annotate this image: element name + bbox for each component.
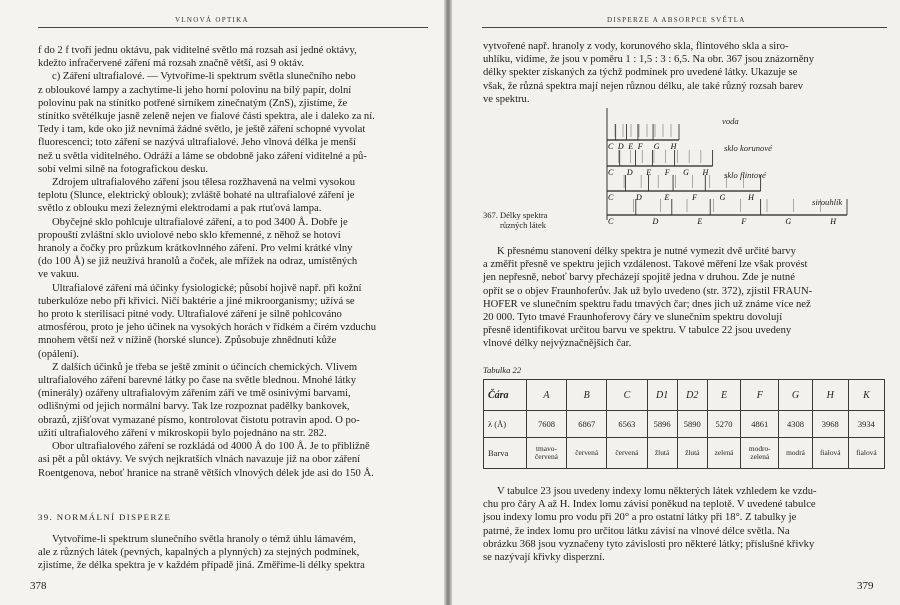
text-line: patrné, že index lomu pro určitou látku závisí na vlnové délce světla. Na bbox=[483, 525, 790, 537]
table-cell: tmavo- červená bbox=[526, 438, 566, 469]
book-gutter bbox=[444, 0, 452, 605]
spectrum-letters: CDEF G H bbox=[608, 142, 677, 151]
text-line: opřít se o objev Fraunhoferův. Jak už bylo uvedeno (str. 372), zjistil FRAUN- bbox=[483, 285, 813, 297]
text-line: chu pro čáry A až H. Index lomu závisí poněkud na teplotě. V uvedené tabulce bbox=[483, 499, 816, 511]
table-cell: 6563 bbox=[607, 411, 647, 438]
spectrum-length-figure bbox=[577, 108, 857, 233]
table-header-cell: D1 bbox=[647, 380, 677, 411]
text-line: Roentgenova, neboť hranice na straně větších vlnových délek jde asi do 150 Å. bbox=[38, 467, 374, 479]
section-heading: 39. NORMÁLNÍ DISPERZE bbox=[38, 512, 172, 522]
table-cell: 4308 bbox=[779, 411, 812, 438]
text-line: než u světla viditelného. Odráží a láme se obdobně jako záření viditelné a pů- bbox=[38, 150, 367, 162]
table-header-cell: H bbox=[812, 380, 848, 411]
text-line: odlišnými od jejich normální barvy. Tak lze rozpoznat padělky bankovek, bbox=[38, 401, 350, 413]
table-cell: 3934 bbox=[848, 411, 884, 438]
text-line: délky spekter získaných za týchž podmínek pro uvedené látky. Ukazuje se bbox=[483, 67, 798, 79]
table-cell: červená bbox=[567, 438, 607, 469]
table-cell: červená bbox=[607, 438, 647, 469]
table-header-cell: G bbox=[779, 380, 812, 411]
text-line: atmosférou, proto je jeho účinek na vysokých horách v řídkém a čirém vzduchu bbox=[38, 322, 377, 334]
table-row bbox=[484, 411, 885, 438]
text-line: (minerály) ozářeny ultrafialovým zářením září ve tmě osinivými barvami, bbox=[38, 388, 351, 400]
page-number-left: 378 bbox=[30, 580, 47, 592]
text-line: tuberkulóze nebo při křivici. Ničí baktérie a jiné mikroorganismy; užívá se bbox=[38, 295, 355, 307]
table-header-cell: A bbox=[526, 380, 566, 411]
table-header-cell: C bbox=[607, 380, 647, 411]
table-cell: 7608 bbox=[526, 411, 566, 438]
label-sklo-flintove: sklo flintové bbox=[724, 170, 766, 180]
spectrum-letters: C D E F G H bbox=[608, 193, 754, 202]
table-cell: 6867 bbox=[567, 411, 607, 438]
text-line: polovinu pak na stínítko potřené sirníkem zinečnatým (ZnS), zjistíme, že bbox=[38, 97, 348, 109]
table-cell: 5896 bbox=[647, 411, 677, 438]
running-head-right: DISPERZE A ABSORPCE SVĚTLA bbox=[607, 16, 746, 24]
text-line: hranoly a čočky pro průzkum krátkovlnného záření. Pro velmi krátké vlny bbox=[38, 243, 353, 255]
table-label: Tabulka 22 bbox=[483, 365, 522, 375]
header-rule-right bbox=[482, 27, 887, 28]
text-line: V tabulce 23 jsou uvedeny indexy lomu některých látek vzhledem ke vzdu- bbox=[497, 486, 817, 497]
table-row bbox=[484, 438, 885, 469]
left-body-text-2 bbox=[38, 533, 428, 573]
text-line: kdežto infračervené záření má rozsah značně větší, asi 9 oktáv. bbox=[38, 58, 305, 70]
text-line: a změřit přesně ve spektru jejich vzdálenost. Takové měření lze však provést bbox=[483, 259, 808, 271]
text-line: uhlíku, vidíme, že jsou v poměru 1 : 1,5 : 3 : 6,5. Na obr. 367 jsou znázorněny bbox=[483, 54, 815, 66]
right-body-text-mid bbox=[483, 245, 885, 351]
text-line: HOFER ve slunečním spektru řadu tmavých čar; dnes jich už známe více než bbox=[483, 298, 811, 310]
table-cell: fialová bbox=[812, 438, 848, 469]
text-line: se nazývají křivky disperzní. bbox=[483, 552, 605, 564]
text-line: Vytvoříme-li spektrum slunečního světla hranoly o témž úhlu lámavém, bbox=[52, 534, 356, 545]
text-line: Obyčejné sklo pohlcuje ultrafialové záření, a to pod 3400 Å. Dobře je bbox=[52, 216, 348, 228]
table-cell: fialová bbox=[848, 438, 884, 469]
text-line: propouští zvláštní sklo uviolové nebo sklo křemenné, z něhož se hotoví bbox=[38, 229, 341, 241]
fraunhofer-lines-table bbox=[483, 379, 885, 469]
table-cell: zelená bbox=[707, 438, 740, 469]
spectrum-letters: C D E F G H bbox=[608, 217, 836, 226]
text-line: sobí velmi silně na fotografickou desku. bbox=[38, 163, 209, 175]
text-line: ale z různých látek (pevných, kapalných a plynných) za stejných podmínek, bbox=[38, 547, 360, 559]
label-voda: voda bbox=[722, 116, 739, 126]
caption-line-1: 367. Délky spektra bbox=[483, 210, 548, 220]
text-line: ve spektru. bbox=[483, 93, 530, 105]
right-body-text-top bbox=[483, 40, 885, 106]
text-line: zjistíme, že délka spektra je v každém případě jiná. Změříme-li délky spektra bbox=[38, 560, 365, 572]
table-cell: žlutá bbox=[647, 438, 677, 469]
text-line: obrazů, zjišťovat vymazané písmo, kontrolovat čistotu potravin apod. O po- bbox=[38, 414, 360, 426]
page-number-right: 379 bbox=[857, 580, 874, 592]
spectrum-letters: C D E F G H bbox=[608, 168, 709, 177]
table-header-cell: E bbox=[707, 380, 740, 411]
text-line: obrázku 368 jsou vyznačeny tyto závislosti pro některé látky; příslušné křivky bbox=[483, 538, 815, 550]
table-header-cell: Čára bbox=[484, 380, 527, 411]
text-line: teplotu (Slunce, elektrický oblouk); zvláště bohaté na ultrafialové záření je bbox=[38, 190, 355, 202]
text-line: užití ultrafialového záření v mikroskopii bylo pojednáno na str. 282. bbox=[38, 427, 327, 439]
figure-caption bbox=[483, 210, 547, 230]
text-line: fluorescenci; toto záření se nazývá ultrafialové. Jeho vlnová délka je menší bbox=[38, 137, 356, 149]
table-cell: 4861 bbox=[741, 411, 779, 438]
label-sklo-korunove: sklo korunové bbox=[724, 143, 772, 153]
text-line: (do 100 Å) se již neužívá hranolů a čoček, ale mřížek na odraz, umístěných bbox=[38, 256, 358, 268]
header-rule-left bbox=[38, 27, 428, 28]
table-header-cell: B bbox=[567, 380, 607, 411]
table-cell: 5890 bbox=[677, 411, 707, 438]
running-head-left: VLNOVÁ OPTIKA bbox=[175, 16, 249, 24]
text-line: mnohem větší než v nížině (horské slunce). Způsobuje zhnědnutí kůže bbox=[38, 335, 337, 347]
table-header-cell: K bbox=[848, 380, 884, 411]
table-header-cell: F bbox=[741, 380, 779, 411]
text-line: přesně identifikovat určitou barvu ve spektru. V tabulce 22 jsou uvedeny bbox=[483, 325, 792, 337]
text-line: Zdrojem ultrafialového záření jsou tělesa rozžhavená na velmi vysokou bbox=[52, 177, 355, 189]
table-cell: modro- zelená bbox=[741, 438, 779, 469]
text-line: asi pět a půl oktávy. Ve svých nejkratších vlnách navazuje již na obor záření bbox=[38, 454, 361, 466]
text-line: stínítko světélkuje jasně zeleně nejen ve fialové části spektra, ale i daleko za ní. bbox=[38, 111, 375, 123]
text-line: světlo z oblouku mezi železnými elektrodami a pak rtuťová lampa. bbox=[38, 203, 322, 215]
caption-line-2: různých látek bbox=[500, 220, 547, 230]
text-line: z obloukové lampy a zachytíme-li jeho horní polovinu na bílý papír, dolní bbox=[38, 84, 352, 96]
text-line: (opálení). bbox=[38, 348, 79, 360]
table-row bbox=[484, 380, 885, 411]
right-body-text-bottom bbox=[483, 485, 885, 564]
text-line: vlnové délky nejvýznačnějších čar. bbox=[483, 338, 632, 350]
table-cell: 3968 bbox=[812, 411, 848, 438]
table-row-label: Barva bbox=[484, 438, 527, 469]
table-cell: modrá bbox=[779, 438, 812, 469]
table-row-label: λ (Å) bbox=[484, 411, 527, 438]
text-line: f do 2 f tvoří jednu oktávu, pak viditelné světlo má rozsah asi jedné oktávy, bbox=[38, 45, 357, 56]
text-line: Obor ultrafialového záření se rozkládá od 4000 Å do 100 Å. Je to přibližně bbox=[52, 441, 370, 453]
text-line: Tedy i tam, kde oko již nevnímá žádné světlo, je ještě záření schopné vyvolat bbox=[38, 124, 366, 136]
text-line: však, že různá spektra mají nejen různou délku, ale také různý rozsah barev bbox=[483, 80, 804, 92]
table-cell: žlutá bbox=[677, 438, 707, 469]
text-line: jsou indexy lomu pro vodu při 20° a pro ostatní látky při 18°. Z tabulky je bbox=[483, 512, 797, 524]
text-line: c) Záření ultrafialové. — Vytvoříme-li spektrum světla slunečního nebo bbox=[52, 71, 356, 83]
left-page bbox=[0, 0, 444, 605]
table-cell: 5270 bbox=[707, 411, 740, 438]
text-line: ve vakuu. bbox=[38, 269, 80, 281]
text-line: 20 000. Tyto tmavé Fraunhoferovy čáry ve slunečním spektru dovolují bbox=[483, 312, 783, 324]
text-line: ho proto k sterilisaci pitné vody. Ultrafialové záření je silně pohlcováno bbox=[38, 309, 342, 321]
text-line: K přesnému stanovení délky spektra je nutné vymezit dvě určité barvy bbox=[497, 246, 796, 257]
text-line: vytvořené např. hranoly z vody, korunového skla, flintového skla a siro- bbox=[483, 41, 789, 52]
left-body-text bbox=[38, 44, 428, 480]
text-line: jen nepřesně, neboť barvy přecházejí spojitě jedna v druhou. Zde je nutné bbox=[483, 272, 795, 284]
right-page bbox=[452, 0, 900, 605]
text-line: Ultrafialové záření má účinky fysiologické; působí hojivě např. při kožní bbox=[52, 282, 362, 294]
table-header-cell: D2 bbox=[677, 380, 707, 411]
label-sirouhlik: sirouhlík bbox=[812, 197, 843, 207]
text-line: Z dalších účinků je třeba se ještě zmínit o účincích chemických. Vlivem bbox=[52, 361, 358, 373]
text-line: ultrafialového záření barevné látky po čase na světle blednou. Mnohé látky bbox=[38, 375, 356, 387]
